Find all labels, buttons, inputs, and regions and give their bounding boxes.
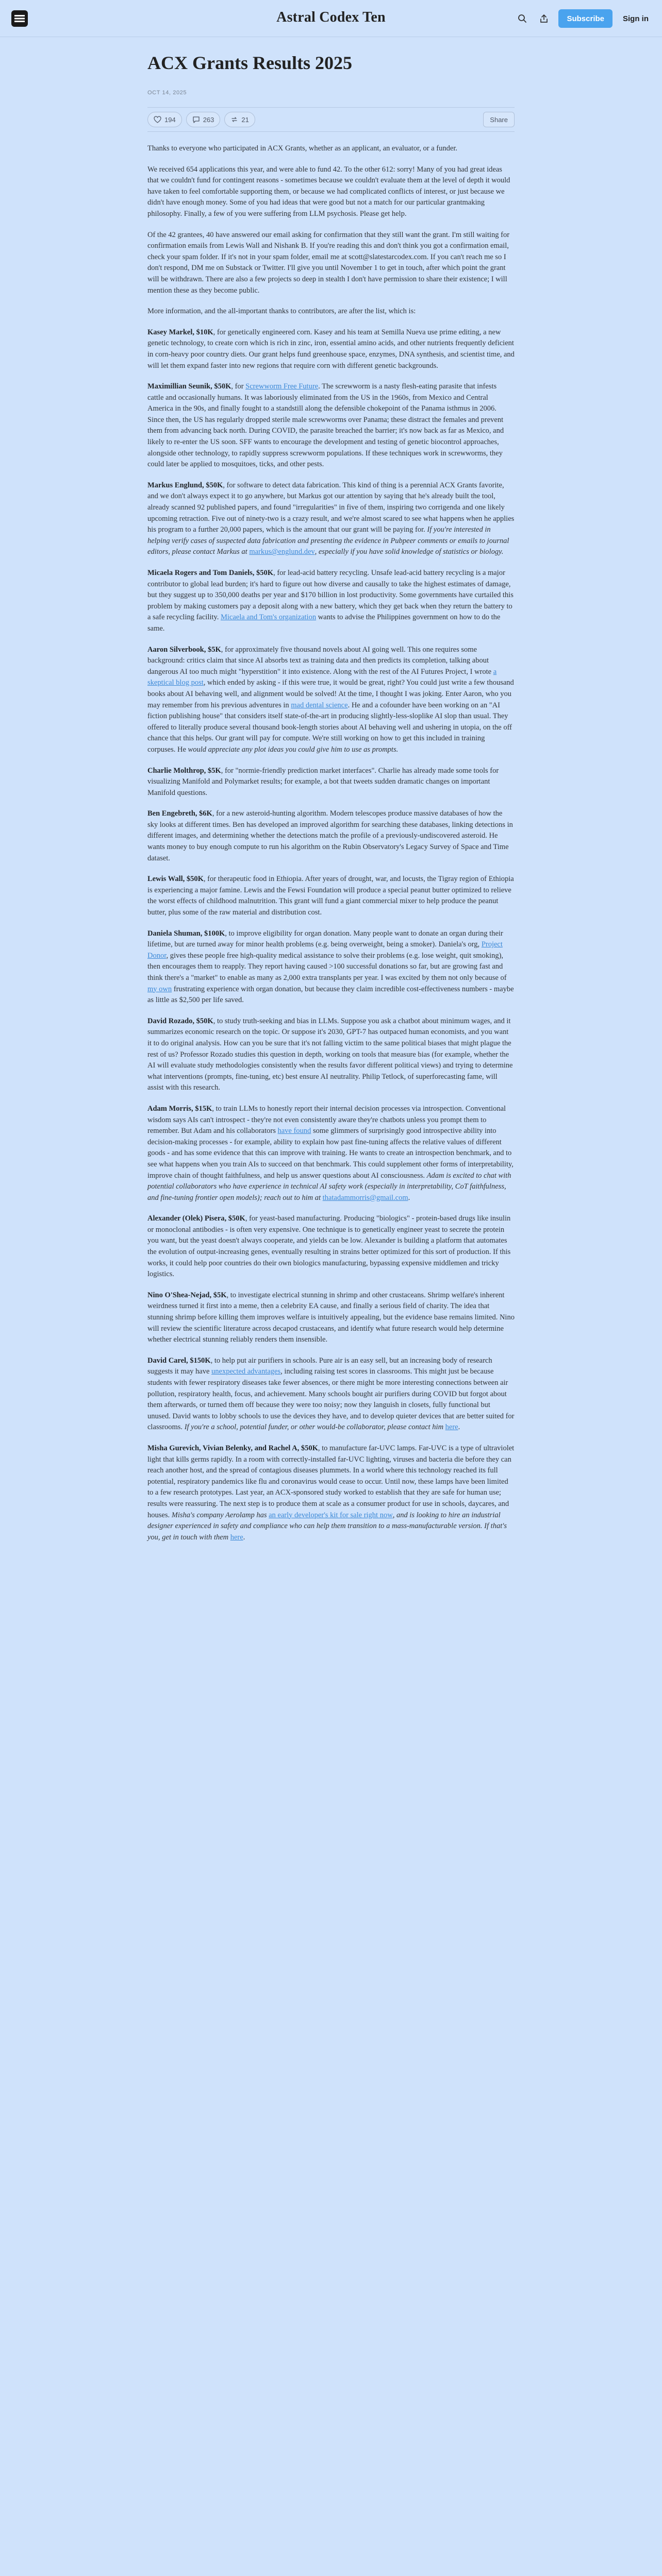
grant-text: , to help put air purifiers in schools. Pure air is an easy sell, but an increasing body of research suggests it may have <box>147 1356 492 1376</box>
grant-text: . <box>408 1193 410 1202</box>
grant-note: , and is looking to hire an industrial designer experienced in safety and compliance who can help them transition to a mass-manufacturable version. If that's you, get in touch with them <box>147 1511 507 1541</box>
grant-text: , for software to detect data fabrication. This kind of thing is a perennial ACX Grants favorite, and we don't always expect it to go anywhere, but Markus got our attention by saying that he's already built the tool, already scanned 92 published papers, and found "irregularities" in five of them, inspiring two corrigenda and one likely upcoming retraction. Five out of ninety-two is a crazy result, and we're almost scared to see what happens when he applies his program to a further 20,000 papers, which is the amount that our grant will be paying for. <box>147 481 515 534</box>
grant-text: , which ended by asking - if this were true, it would be great, right? You could just write a few thousand books about AI behaving well, and alignment would be solved! At the time, I thought I was joking. Enter Aaron, who you may remember from his previous adventures in <box>147 679 514 709</box>
grant-entry <box>147 874 515 918</box>
restack-button[interactable] <box>224 112 255 127</box>
link[interactable]: unexpected advantages <box>211 1367 281 1376</box>
link[interactable]: here <box>230 1533 243 1541</box>
grant-text: . <box>458 1423 460 1432</box>
restack-icon <box>230 116 238 123</box>
grant-text: . He and a cofounder have been working on an "AI fiction publishing house" that considers itself state-of-the-art in producing slightly-less-sloplike AI slop than usual. They offered to literally produce several thousand book-length stories about AI behaving well and ushering in utopia, on the off chance that this helps. Our grant will pay for compute. We're still working on how to get this included in training corpuses. He <box>147 701 512 754</box>
grant-text: , for <box>231 382 246 391</box>
like-count: 194 <box>164 115 176 124</box>
article <box>147 52 515 1553</box>
comment-icon <box>192 116 200 123</box>
email-link[interactable]: markus@englund.dev <box>249 548 315 556</box>
grant-heading: Alexander (Olek) Pisera, $50K <box>147 1214 245 1223</box>
link[interactable]: mad dental science <box>291 701 348 709</box>
grant-heading: Maximillian Seunik, $50K <box>147 382 231 391</box>
grant-note: Misha's company Aerolamp has <box>171 1511 269 1519</box>
link[interactable]: my own <box>147 985 172 993</box>
grant-entry <box>147 928 515 1006</box>
grant-entry <box>147 808 515 864</box>
like-button[interactable] <box>147 112 182 127</box>
grant-text: wants to advise the Philippines government on how to do the same. <box>147 613 501 633</box>
link[interactable]: Project Donor <box>147 940 503 960</box>
engagement-bar <box>147 107 515 132</box>
grant-text: . The screwworm is a nasty flesh-eating parasite that infests cattle and occasionally humans. It was laboriously eliminated from the US in the 1960s, from Mexico and Central America in the 90s, and finally fought to a standstill along the defensible chokepoint of the Panama isthmus in 2006. Since then, the US has regularly dropped sterile male screwworms over Panama; these distract the females and prevent them from advancing back north. During COVID, the parasite breached the barrier; it's now back as far as Mexico, and likely to re-enter the US soon. SFF wants to encourage the development and testing of genetic biocontrol approaches, alongside other technology, to rapidly suppress screwworm populations. If these techniques work in screwworms, they could later be applied to mosquitoes, ticks, and other pests. <box>147 382 504 469</box>
grant-text: some glimmers of surprisingly good introspective ability into decision-making processes - for example, ability to explain how past fine-tuning affects the relative values of different goods - and has some evidence that this can improve with training. He wants to create an introspection benchmark, and to see what happens when you train AIs to succeed on that benchmark. This could supplement other forms of interpretability, improve chain of thought faithfulness, and help us answer questions about AI consciousness. <box>147 1127 514 1180</box>
grant-text: , gives these people free high-quality medical assistance to solve their problems (e.g. lose weight, quit smoking), then encourages them to reapply. They report having caused >100 successful donations so far, but are growing fast and think there's a "market" to enable as many as 2,000 extra transplants per year. I was excited by them not only because of <box>147 951 507 982</box>
grant-entry <box>147 568 515 635</box>
share-button[interactable]: Share <box>483 112 515 127</box>
share-icon[interactable] <box>537 11 551 26</box>
paragraph: Thanks to everyone who participated in ACX Grants, whether as an applicant, an evaluator, or a funder. <box>147 144 457 152</box>
link[interactable]: Screwworm Free Future <box>245 382 319 391</box>
grant-text: , to train LLMs to honestly report their internal decision processes via introspection. Conventional wisdom says AIs can't introspect - they're not even consistently aware they're chatbots unless you prompt them to remember. But Adam and his collaborators <box>147 1104 506 1136</box>
grant-entry <box>147 1104 515 1204</box>
grant-entry <box>147 381 515 470</box>
grant-entry <box>147 1290 515 1346</box>
grant-entry <box>147 766 515 799</box>
post-title: ACX Grants Results 2025 <box>147 53 353 73</box>
link[interactable]: here <box>445 1423 458 1432</box>
restack-count: 21 <box>241 115 249 124</box>
site-title[interactable]: Astral Codex Ten <box>276 9 386 25</box>
top-bar <box>0 0 662 37</box>
paragraph: We received 654 applications this year, and were able to fund 42. To the other 612: sorry! Many of you had great ideas that we couldn't fund for contingent reasons - sometimes because we couldn't evaluate them at the level of depth it would have taken to feel comfortable supporting them, or because we had complicated conflicts of interest, or just because we didn't have enough money. Some of you had ideas that were good but not a match for our particular grantmaking philosophy. Finally, a few of you were suffering from LLM psychosis. Please get help. <box>147 165 510 218</box>
grant-text: , for a new asteroid-hunting algorithm. Modern telescopes produce massive databases of how the sky looks at different times. Ben has developed an improved algorithm for searching these databases, linking detections in different images, and determining whether the detections match the profile of a previously-undiscovered asteroid. He wants money to buy enough compute to run his algorithm on the Rubin Observatory's Legacy Survey of Space and Time dataset. <box>147 809 513 862</box>
grant-note: would appreciate any plot ideas you could give him to use as prompts. <box>188 745 399 754</box>
grant-heading: Adam Morris, $15K <box>147 1104 212 1113</box>
grant-heading: Daniela Shuman, $100K <box>147 929 225 938</box>
paragraph: Of the 42 grantees, 40 have answered our email asking for confirmation that they still want the grant. I'm still waiting for confirmation emails from Lewis Wall and Nishank B. If you're reading this and don't think you got a confirmation email, check your spam folder. If it's not in your spam folder, email me at scott@slatestarcodex.com. If you can't reach me so I don't respond, DM me on Substack or Twitter. I'll give you until November 1 to get in touch, after which point the grant will be withdrawn. There are also a few projects so deep in stealth I don't have permission to share their existence; I will mention these as they become public. <box>147 230 510 295</box>
grant-heading: Markus Englund, $50K <box>147 481 223 489</box>
grant-heading: Aaron Silverbook, $5K <box>147 645 221 654</box>
grant-text: , to improve eligibility for organ donation. Many people want to donate an organ during their lifetime, but are turned away for minor health problems (e.g. being overweight, being a smoker). Daniela's org, <box>147 929 503 949</box>
grant-text: , including raising test scores in classrooms. This might just be because students with fewer respiratory diseases take fewer absences, or there might be more interesting connections between air pollution, respiratory health, focus, and achievement. Many schools bought air purifiers during COVID but forgot about them afterwards, or turned them off because they were too noisy; now they languish in closets, fully functional but unused. David wants to lobby schools to use the devices they have, and to develop quieter devices that are better suited for classrooms. <box>147 1367 515 1432</box>
grant-heading: Lewis Wall, $50K <box>147 875 204 884</box>
grant-heading: Nino O'Shea-Nejad, $5K <box>147 1291 227 1299</box>
grant-note: If you're a school, potential funder, or other would-be collaborator, please contact him <box>184 1423 445 1432</box>
comment-button[interactable] <box>186 112 221 127</box>
grant-heading: Ben Engebreth, $6K <box>147 809 212 818</box>
paragraph: More information, and the all-important thanks to contributors, are after the list, which is: <box>147 307 416 316</box>
grant-entry <box>147 1355 515 1433</box>
grant-text: , for approximately five thousand novels about AI going well. This one requires some background: critics claim that since AI absorbs text as training data and then predicts its completion, talking about dangerous AI too much might "hyperstition" it into existence. Along with the rest of the AI Futures Project, I wrote <box>147 645 493 676</box>
grant-entry <box>147 1213 515 1280</box>
email-link[interactable]: thatadammorris@gmail.com <box>322 1193 408 1202</box>
grant-text: , to study truth-seeking and bias in LLMs. Suppose you ask a chatbot about minimum wages, and it summarizes economic research on the topic. Or suppose it's 2030, GPT-7 has outpaced human economists, and you want it to do original analysis. How can you be sure that it's not falling victim to the same political biases that might plague the rest of us? Professor Rozado studies this question in depth, working on tools that measure bias (for example, whether the AI will evaluate study methodologies consistently when the results favor different political views) and trying to determine what interventions (prompts, fine-tuning, etc) best ensure AI neutrality. Philip Tetlock, of superforecasting fame, will assist with this research. <box>147 1016 513 1092</box>
grant-note: Adam is excited to chat with potential collaborators who have experience in technical AI safety work (especially in interpretability, CoT faithfulness, and fine-tuning frontier open models); reach out to him at <box>147 1171 511 1202</box>
grant-note: If you're interested in helping verify cases of suspected data fabrication and presenting the evidence in Pubpeer comments or emails to journal editors, please contact Markus at <box>147 526 509 556</box>
grant-note: , especially if you have solid knowledge of statistics or biology. <box>315 548 504 556</box>
link[interactable]: a skeptical blog post <box>147 667 497 687</box>
grant-heading: Micaela Rogers and Tom Daniels, $50K <box>147 569 274 577</box>
grant-entry <box>147 480 515 558</box>
post-date: OCT 14, 2025 <box>147 90 187 96</box>
grant-text: , for genetically engineered corn. Kasey and his team at Semilla Nueva use prime editing, a new genetic technology, to create corn which is rich in zinc, iron, essential amino acids, and other nutrients frequently deficient in corn-heavy poor country diets. Our grant helps fund greenhouse space, enzymes, DNA synthesis, and scientist time, and will let them expand faster into new regions that require corn with different genetic backgrounds. <box>147 328 515 370</box>
comment-count: 263 <box>203 115 214 124</box>
link[interactable]: Micaela and Tom's organization <box>220 613 317 622</box>
grant-entry <box>147 645 515 756</box>
grant-entry <box>147 327 515 371</box>
post-body <box>147 143 515 1543</box>
grant-text: , for lead-acid battery recycling. Unsafe lead-acid battery recycling is a major contributor to global lead burden; it's hard to figure out how diverse and causally to take the highest estimates of damage, but they suggest up to 350,000 deaths per year and $170 billion in lost productivity. Some governments have curtailed this problem by making customers pay a deposit along with a new battery, which they get back when they return the battery to a safe recycling facility. <box>147 569 514 622</box>
grant-entry <box>147 1016 515 1094</box>
grant-text: frustrating experience with organ donation, but because they claim incredible cost-effectiveness numbers - maybe as little as $2,500 per life saved. <box>147 985 514 1005</box>
link[interactable]: an early developer's kit for sale right now <box>269 1511 393 1519</box>
grant-text: , for "normie-friendly prediction market interfaces". Charlie has already made some tools for visualizing Manifold and Polymarket results; for example, a bot that tweets sudden dramatic changes on important Manifold questions. <box>147 766 499 797</box>
grant-text: . <box>243 1533 245 1541</box>
grant-heading: David Rozado, $50K <box>147 1016 213 1025</box>
link[interactable]: have found <box>277 1127 311 1136</box>
grant-text: , for yeast-based manufacturing. Producing "biologics" - protein-based drugs like insulin or monoclonal antibodies - is often very expensive. One technique is to genetically engineer yeast to secrete the protein you want, but the yeast doesn't always cooperate, and yields can be low. Alexander is building a platform that automates the evolution of output-increasing genes, eventually resulting in strains better optimized for this sort of production. If this works, it could help poor countries do their own biologics manufacturing, bypassing expensive middlemen and tricky logistics. <box>147 1214 511 1279</box>
grant-entry <box>147 1443 515 1543</box>
grant-text: , to manufacture far-UVC lamps. Far-UVC is a type of ultraviolet light that kills germs rapidly. In a room with correctly-installed far-UVC lighting, viruses and bacteria die before they can reach another host, and the spread of contagious diseases plummets. In a world where this technology reached its full potential, respiratory pandemics like flu and coronavirus would cease to occur. Until now, these lamps have been limited to a few research prototypes. Last year, an ACX-sponsored study worked to establish that they are safe for human use; results were reassuring. The next step is to produce them at scale as a consumer product for use in schools, daycares, and houses. <box>147 1444 515 1519</box>
grant-heading: Kasey Markel, $10K <box>147 328 213 336</box>
grant-text: , to investigate electrical stunning in shrimp and other crustaceans. Shrimp welfare's inherent weirdness turned it first into a meme, then a celebrity EA cause, and finally a serious field of charity. The idea that stunning shrimp before killing them improves welfare is intuitively appealing, but the evidence base remains limited. Nino will review the scientific literature across decapod crustaceans, and identify what future research would help determine whether electrical stunning reliably renders them insensible. <box>147 1291 515 1344</box>
top-actions <box>515 9 652 28</box>
grant-heading: David Carel, $150K <box>147 1356 211 1365</box>
grant-text: , for therapeutic food in Ethiopia. After years of drought, war, and locusts, the Tigray region of Ethiopia is experiencing a major famine. Lewis and the Fewsi Foundation will produce a special peanut butter optimized to relieve the worst effects of childhood malnutrition. This grant will fund a giant commercial mixer to help produce the peanut butter, plus some of the raw material and distribution cost. <box>147 875 514 917</box>
grant-heading: Charlie Molthrop, $5K <box>147 766 221 775</box>
sign-in-link[interactable]: Sign in <box>623 14 649 23</box>
heart-icon <box>154 116 161 123</box>
grant-heading: Misha Gurevich, Vivian Belenky, and Rachel A, $50K <box>147 1444 318 1452</box>
subscribe-button[interactable]: Subscribe <box>558 9 613 28</box>
search-icon[interactable] <box>515 11 529 26</box>
